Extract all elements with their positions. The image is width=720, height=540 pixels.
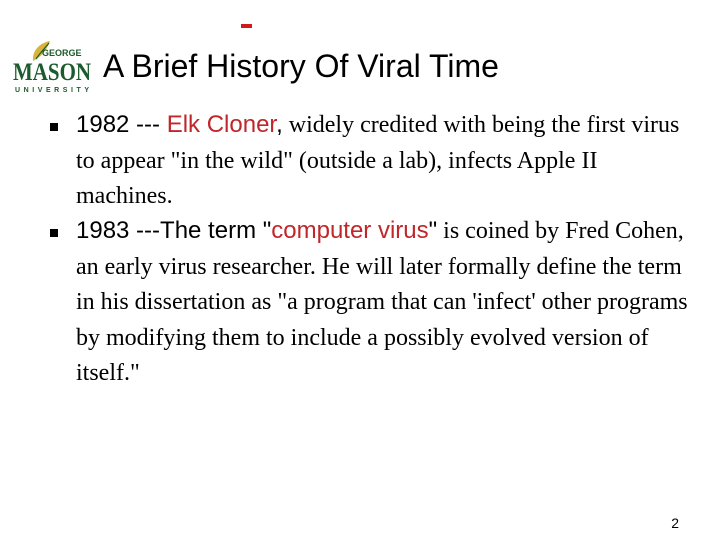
bullet-square-icon	[50, 123, 58, 131]
bullet-year: 1982 ---	[76, 111, 167, 138]
mason-logo-graphic	[10, 40, 94, 96]
bullet-year: 1983 ---The term "	[76, 217, 272, 244]
bullet-square-icon	[50, 229, 58, 237]
highlight-term: Elk Cloner	[166, 111, 277, 138]
svg-text:GEORGE: GEORGE	[42, 48, 82, 58]
term-separator: ,	[276, 111, 283, 138]
page-number: 2	[671, 515, 679, 531]
svg-text:MASON: MASON	[13, 59, 91, 86]
term-separator: "	[428, 217, 438, 244]
svg-text:UNIVERSITY: UNIVERSITY	[15, 87, 89, 94]
red-dash-mark	[241, 24, 252, 28]
slide-title: A Brief History Of Viral Time	[103, 48, 499, 84]
bullet-item	[76, 107, 691, 215]
highlight-term: computer virus	[271, 217, 429, 244]
george-mason-logo	[10, 40, 94, 96]
bullet-body-text: is coined by Fred Cohen, an early virus researcher. He will later formally define the term in his dissertation as "a program that can 'infect' other programs by modifying them to include a possibly evolved version of itself."	[76, 218, 688, 386]
bullet-item	[76, 213, 691, 392]
bullet-body-text: widely credited with being the first virus to appear "in the wild" (outside a lab), infects Apple II machines.	[76, 112, 680, 209]
